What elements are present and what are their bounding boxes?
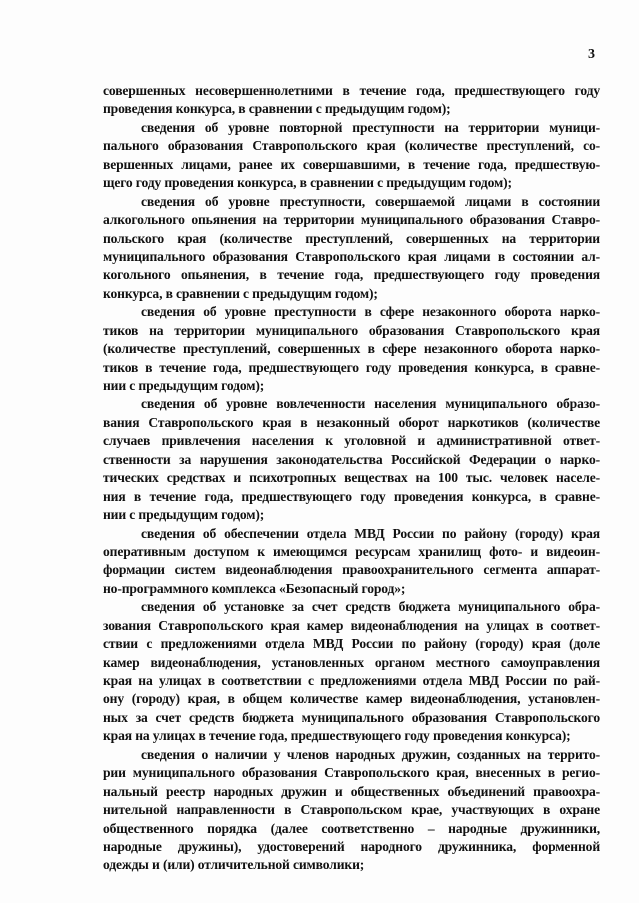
paragraph [103,303,600,395]
text-line: ственности за нарушения законодательства Российской Федерации о нарко- [103,451,600,467]
text-line: ствии с предложениями отдела МВД России по району (городу) края (доле [103,636,600,652]
paragraph [103,82,600,119]
text-line: когольного опьянения, в течение года, предшествующего году проведения [103,267,600,283]
text-line: случаев привлечения населения к уголовной и административной ответ- [103,433,600,449]
text-line: проведения конкурса, в сравнении с предыдущим годом); [103,101,451,117]
text-line: сведения об уровне преступности в сфере незаконного оборота нарко- [141,304,600,320]
text-line: сведения о наличии у членов народных дружин, созданных на террито- [141,746,600,762]
text-line: камер видеонаблюдения, установленных органом местного самоуправления [103,654,600,670]
text-line: польского края (количестве преступлений, совершенных на территории [103,230,600,246]
text-line: сведения об обеспечении отдела МВД России по району (городу) края [141,525,600,541]
paragraph [103,119,600,193]
text-line: вания Ставропольского края в незаконный оборот наркотиков (количестве [103,414,600,430]
text-line: ону (городу) края, в общем количестве камер видеонаблюдения, установлен- [103,691,600,707]
text-line: конкурса, в сравнении с предыдущим годом); [103,285,378,301]
text-line: тических средствах и психотропных веществах на 100 тыс. человек населе- [103,470,600,486]
text-line: края на улицах в течение года, предшествующего году проведения конкурса); [103,728,571,744]
text-line: сведения об уровне повторной преступности на территории муници- [141,119,600,135]
text-line: рии муниципального образования Ставропольского края, внесенных в регио- [103,765,600,781]
text-line: зования Ставропольского края камер видеонаблюдения на улицах в соответ- [103,617,600,633]
text-line: оперативным доступом к имеющимся ресурсам хранилищ фото- и видеоин- [103,543,600,559]
paragraph [103,525,600,599]
text-line: тиков на территории муниципального образования Ставропольского края [103,322,600,338]
text-line: ных за счет средств бюджета муниципального образования Ставропольского [103,709,600,725]
text-line: но-программного комплекса «Безопасный город»; [103,580,406,596]
text-line: ния в течение года, предшествующего году проведения конкурса, в сравне- [103,488,600,504]
text-line: нальный реестр народных дружин и общественных объединений правоохра- [103,783,600,799]
body-text [103,82,600,875]
text-line: алкогольного опьянения на территории муниципального образования Ставро- [103,212,600,228]
text-line: пального образования Ставропольского края (количестве преступлений, со- [103,138,600,154]
paragraph [103,746,600,875]
text-line: края на улицах в соответствии с предложениями отдела МВД России по рай- [103,673,600,688]
text-line: нии с предыдущим годом); [103,507,265,523]
text-line: совершенных несовершеннолетними в течение года, предшествующего году [103,83,600,98]
text-line: (количестве преступлений, совершенных в сфере незаконного оборота нарко- [103,341,600,357]
paragraph [103,395,600,524]
text-line: общественного порядка (далее соответственно – народные дружинники, [103,820,600,836]
text-line: одежды и (или) отличительной символики; [103,857,365,873]
text-line: формации систем видеонаблюдения правоохранительного сегмента аппарат- [103,562,600,578]
text-line: сведения об уровне преступности, совершаемой лицами в состоянии [141,193,600,209]
text-line: сведения об уровне вовлеченности населения муниципального образо- [141,396,600,412]
text-line: нительной направленности в Ставропольском крае, участвующих в охране [103,802,600,818]
text-line: народные дружины), удостоверений народного дружинника, форменной [103,838,600,854]
paragraph [103,598,600,746]
text-line: муниципального образования Ставропольского края лицами в состоянии ал- [103,248,600,264]
text-line: щего году проведения конкурса, в сравнении с предыдущим годом); [103,175,512,191]
text-line: нии с предыдущим годом); [103,378,265,393]
page-number: 3 [588,47,595,62]
text-line: сведения об установке за счет средств бюджета муниципального обра- [141,599,600,615]
text-line: вершенных лицами, ранее их совершавшими, в течение года, предшествую- [103,156,600,172]
text-line: тиков в течение года, предшествующего году проведения конкурса, в сравне- [103,359,600,375]
paragraph [103,193,600,304]
